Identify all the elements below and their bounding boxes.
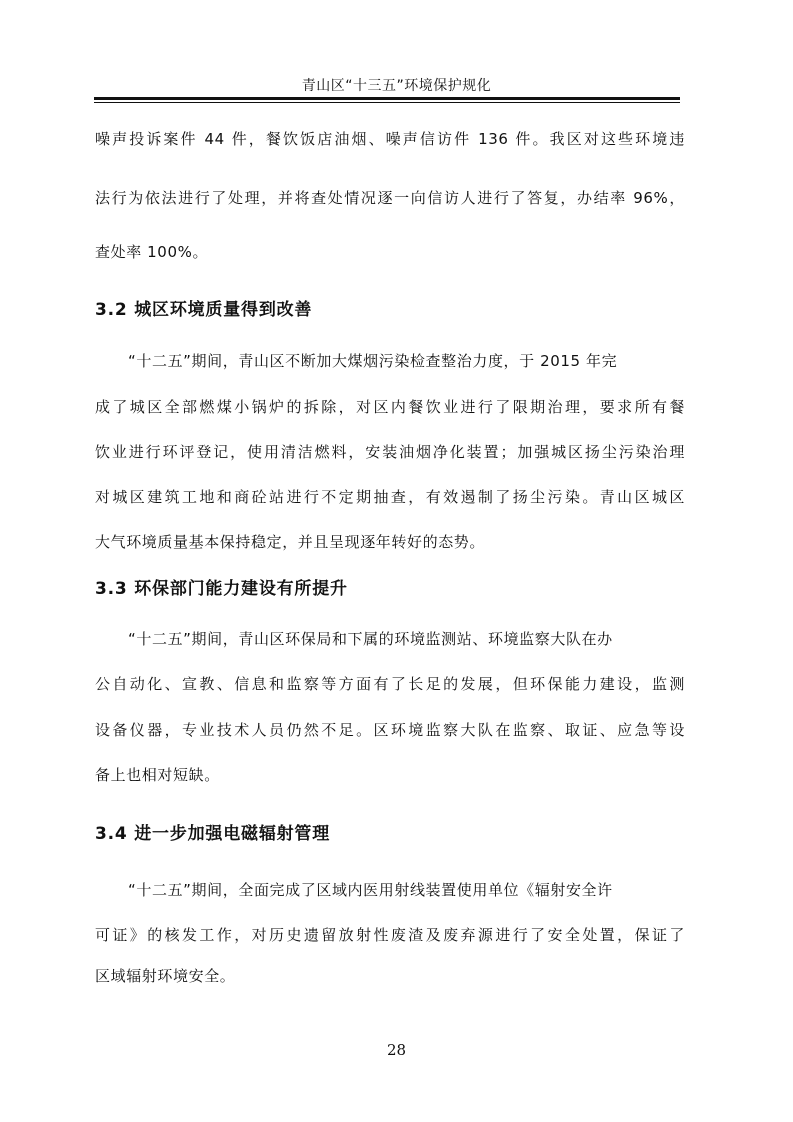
paragraph-line: “十二五”期间，青山区不断加大煤烟污染检查整治力度，于 2015 年完: [128, 352, 618, 370]
paragraph-line: 公自动化、宣教、信息和监察等方面有了长足的发展，但环保能力建设，监测: [95, 675, 685, 693]
paragraph-line: 噪声投诉案件 44 件，餐饮饭店油烟、噪声信访件 136 件。我区对这些环境违: [95, 130, 685, 148]
section-heading-3-3: 3.3 环保部门能力建设有所提升: [95, 579, 348, 599]
section-heading-3-4: 3.4 进一步加强电磁辐射管理: [95, 824, 331, 844]
paragraph-line: “十二五”期间，全面完成了区域内医用射线装置使用单位《辐射安全许: [128, 881, 613, 899]
paragraph-line: 备上也相对短缺。: [95, 766, 220, 784]
paragraph-line: 区域辐射环境安全。: [95, 967, 236, 985]
running-header-title: 青山区“十三五”环境保护规化: [301, 78, 492, 94]
paragraph-line: 饮业进行环评登记，使用清洁燃料，安装油烟净化装置；加强城区扬尘污染治理: [95, 443, 685, 461]
paragraph-line: 设备仪器，专业技术人员仍然不足。区环境监察大队在监察、取证、应急等设: [95, 721, 685, 739]
paragraph-line: 成了城区全部燃煤小锅炉的拆除，对区内餐饮业进行了限期治理，要求所有餐: [95, 398, 685, 416]
header-rule-thin: [94, 102, 680, 103]
paragraph-line: 可证》的核发工作，对历史遗留放射性废渣及废弃源进行了安全处置，保证了: [95, 926, 685, 944]
section-heading-3-2: 3.2 城区环境质量得到改善: [95, 300, 313, 320]
paragraph-line: 查处率 100%。: [95, 243, 209, 261]
paragraph-line: 法行为依法进行了处理，并将查处情况逐一向信访人进行了答复，办结率 96%，: [95, 189, 685, 207]
paragraph-line: “十二五”期间，青山区环保局和下属的环境监测站、环境监察大队在办: [128, 630, 613, 648]
page-number: 28: [386, 1041, 407, 1059]
paragraph-line: 对城区建筑工地和商砼站进行不定期抽查，有效遏制了扬尘污染。青山区城区: [95, 488, 685, 506]
header-rule-thick: [94, 97, 680, 100]
paragraph-line: 大气环境质量基本保持稳定，并且呈现逐年转好的态势。: [95, 533, 486, 551]
